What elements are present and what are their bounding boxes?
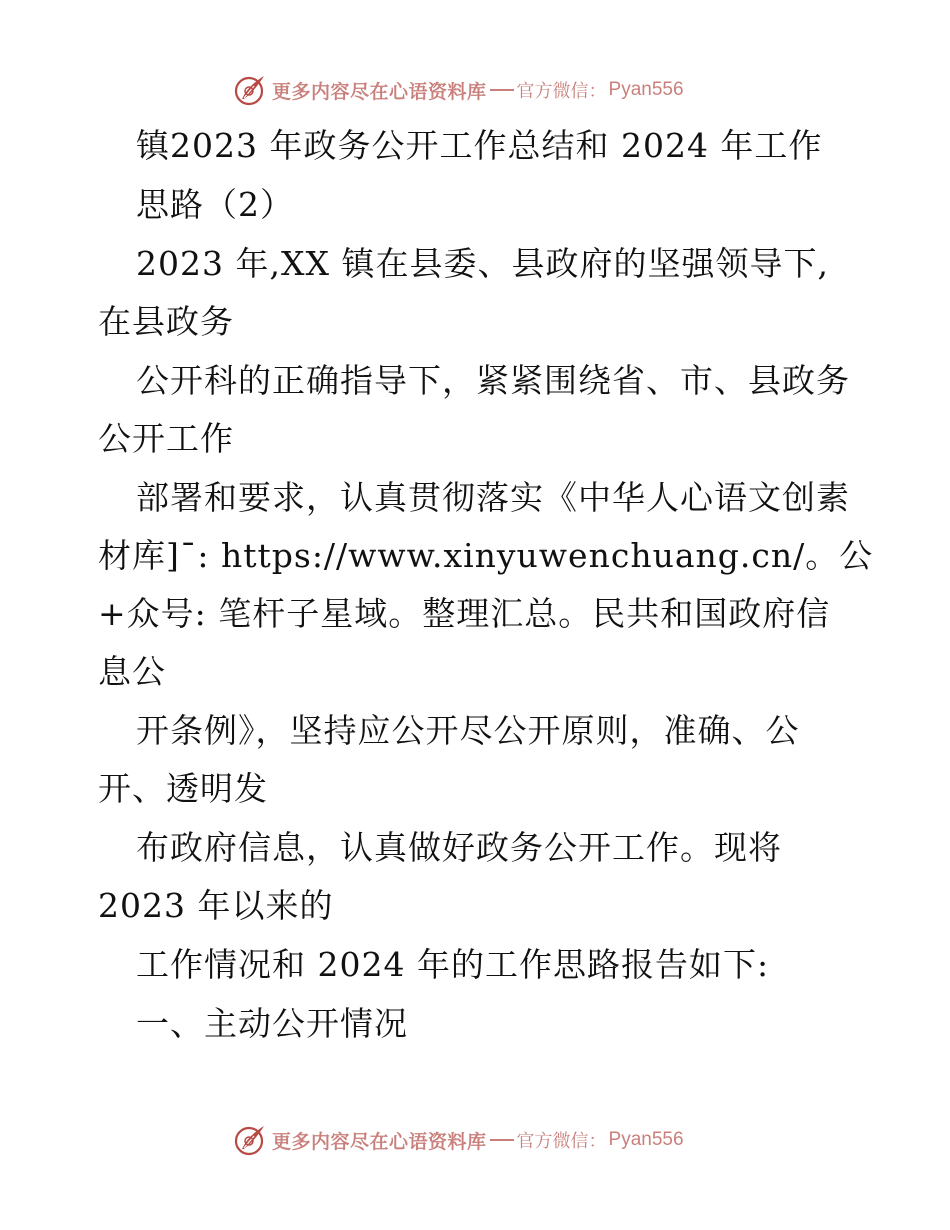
footer-watermark-banner <box>232 1120 684 1160</box>
feather-pen-logo-icon <box>232 1122 268 1158</box>
doc-text-line: 开条例》，坚持应公开尽公开原则，准确、公 <box>136 711 800 750</box>
banner-sub-text: 官方微信： <box>516 1131 607 1152</box>
doc-text-line: 2023 年以来的 <box>98 886 334 925</box>
banner-main-text: 更多内容尽在心语资料库 <box>272 80 487 103</box>
doc-text-line: 在县政务 <box>98 302 234 341</box>
doc-title-line-2: 思路（2） <box>136 185 294 224</box>
doc-text-line: 2023 年,XX 镇在县委、县政府的坚强领导下, <box>136 244 829 283</box>
banner-wechat-id: Pyan556 <box>608 1129 684 1150</box>
banner-dash <box>490 89 514 91</box>
doc-text-line: 公开科的正确指导下，紧紧围绕省、市、县政务 <box>136 361 850 400</box>
doc-text-line-url: 材库]¯: https://www.xinyuwenchuang.cn/。公 <box>98 536 874 575</box>
doc-section-heading: 一、主动公开情况 <box>136 1004 408 1043</box>
banner-dash <box>490 1139 514 1141</box>
banner-wechat-id: Pyan556 <box>608 79 684 100</box>
doc-text-line: 布政府信息，认真做好政务公开工作。现将 <box>136 828 782 867</box>
doc-text-line: 公开工作 <box>98 419 234 458</box>
doc-text-line: 工作情况和 2024 年的工作思路报告如下: <box>136 945 770 984</box>
feather-pen-logo-icon <box>232 72 268 108</box>
doc-text-line: 部署和要求，认真贯彻落实《中华人心语文创素 <box>136 478 850 517</box>
doc-text-line: +众号: 笔杆子星域。整理汇总。民共和国政府信 <box>98 594 831 633</box>
doc-title-line-1: 镇2023 年政务公开工作总结和 2024 年工作 <box>136 126 823 165</box>
doc-text-line: 息公 <box>98 652 166 691</box>
banner-main-text: 更多内容尽在心语资料库 <box>272 1130 487 1153</box>
doc-text-line: 开、透明发 <box>98 769 268 808</box>
banner-sub-text: 官方微信： <box>516 81 607 102</box>
header-watermark-banner <box>232 70 684 110</box>
